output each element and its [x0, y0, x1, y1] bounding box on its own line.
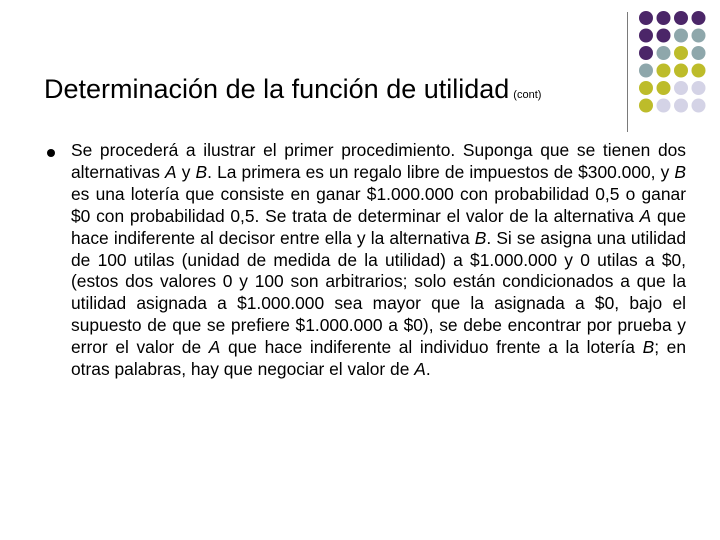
decorative-dot [639, 46, 653, 60]
slide-title-text: Determinación de la función de utilidad [44, 74, 510, 104]
decorative-dot [657, 81, 671, 95]
decorative-dot [674, 29, 688, 43]
decorative-dot [657, 29, 671, 43]
decorative-dot [639, 99, 653, 113]
decorative-dot [639, 29, 653, 43]
variable-b: B [674, 161, 687, 182]
decorative-dot [692, 46, 706, 60]
variable-a: A [414, 359, 426, 380]
text-run: ; en otras palabras, hay que negociar el valor de [71, 337, 686, 380]
decorative-dot [692, 99, 706, 113]
decorative-dot [692, 81, 706, 95]
variable-b: B [642, 337, 655, 358]
text-run: . Si se asigna una utilidad de 100 utilas (unidad de medida de la utilidad) a $1.000.000 y 0 utilas a $0, (estos dos valores 0 y 100 son arbitrarios; solo están condicionados a que la utilidad asignada a $1.000.000 sea mayor que la asignada a $0, bajo el supuesto de que se prefiere $1.000.000 a $0), se debe encontrar por prueba y error el valor de [71, 227, 686, 358]
decorative-dot [674, 64, 688, 78]
text-run: . [425, 359, 431, 380]
variable-b: B [195, 161, 208, 182]
decorative-dot [674, 11, 688, 25]
decorative-dot [657, 46, 671, 60]
text-run: que hace indiferente al decisor entre ella y la alternativa [71, 205, 686, 248]
text-run: y [176, 161, 196, 182]
variable-a: A [208, 337, 221, 358]
vertical-divider [627, 12, 628, 132]
variable-a: A [165, 161, 177, 182]
decorative-dot [639, 81, 653, 95]
slide-title-suffix: (cont) [513, 89, 542, 101]
variable-b: B [474, 227, 487, 248]
decorative-dot [639, 64, 653, 78]
decorative-dot [674, 46, 688, 60]
text-run: que hace indiferente al individuo frente a la lotería [220, 337, 643, 358]
decorative-dot [657, 99, 671, 113]
variable-a: A [639, 205, 652, 226]
text-run: Se procederá a ilustrar el primer procedimiento. Suponga que se tienen dos alternativas [71, 140, 686, 182]
decorative-dot [639, 11, 653, 25]
decorative-dot [657, 64, 671, 78]
text-run: es una lotería que consiste en ganar $1.000.000 con probabilidad 0,5 o ganar $0 con probabilidad 0,5. Se trata de determinar el valor de la alternativa [71, 183, 686, 226]
slide-title [44, 76, 541, 103]
decorative-dot [692, 11, 706, 25]
bullet-paragraph [71, 140, 686, 381]
decorative-dot [692, 29, 706, 43]
text-run: . La primera es un regalo libre de impuestos de $300.000, y [207, 161, 675, 182]
decorative-dot [657, 11, 671, 25]
decorative-dot [674, 99, 688, 113]
decorative-dot [692, 64, 706, 78]
bullet-point [47, 149, 55, 157]
decorative-dot [674, 81, 688, 95]
